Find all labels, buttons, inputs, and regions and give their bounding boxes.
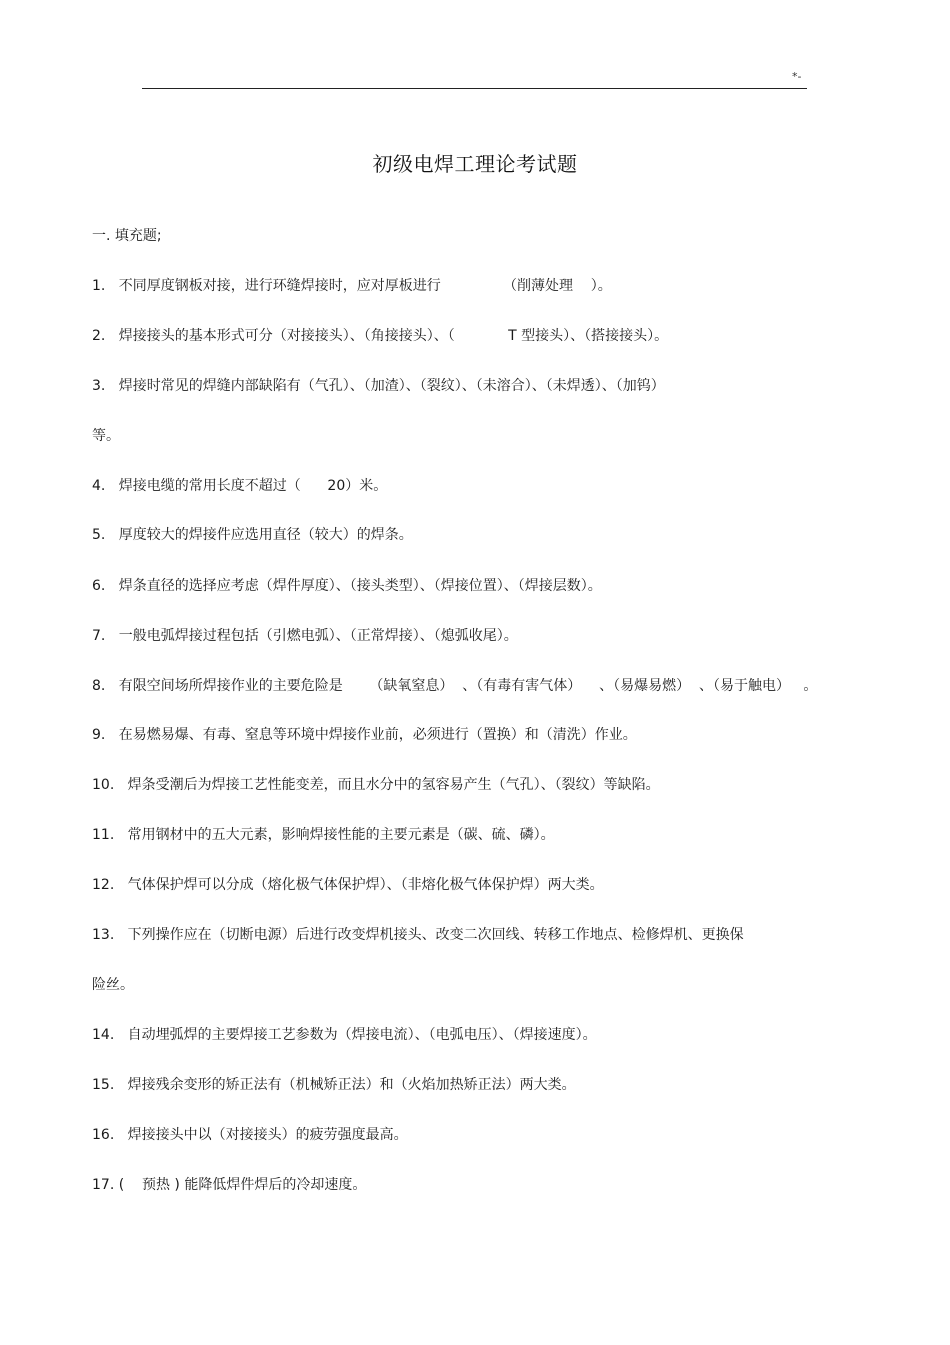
question-11: 11. 常用钢材中的五大元素，影响焊接性能的主要元素是（碳、硫、磷）。: [92, 827, 555, 843]
question-16: 16. 焊接接头中以（对接接头）的疲劳强度最高。: [92, 1127, 408, 1143]
header-mark: *-: [792, 70, 802, 83]
question-3: 3. 焊接时常见的焊缝内部缺陷有（气孔）、（加渣）、（裂纹）、（未溶合）、（未焊透）、（加钨）: [92, 378, 665, 394]
question-17: 17. ( 预热 ) 能降低焊件焊后的冷却速度。: [92, 1177, 367, 1193]
question-13-continued: 险丝。: [92, 977, 134, 993]
question-15: 15. 焊接残余变形的矫正法有（机械矫正法）和（火焰加热矫正法）两大类。: [92, 1077, 576, 1093]
question-8: 8. 有限空间场所焊接作业的主要危险是 （缺氧窒息） 、（有毒有害气体） 、（易爆易燃） 、（易于触电） 。: [92, 678, 818, 694]
question-13: 13. 下列操作应在（切断电源）后进行改变焊机接头、改变二次回线、转移工作地点、检修焊机、更换保: [92, 927, 744, 943]
question-12: 12. 气体保护焊可以分成（熔化极气体保护焊）、（非熔化极气体保护焊）两大类。: [92, 877, 604, 893]
question-7: 7. 一般电弧焊接过程包括（引燃电弧）、（正常焊接）、（熄弧收尾）。: [92, 628, 518, 644]
page-title: 初级电焊工理论考试题: [372, 152, 578, 176]
section-heading: 一. 填充题;: [92, 228, 162, 244]
question-6: 6. 焊条直径的选择应考虑（焊件厚度）、（接头类型）、（焊接位置）、（焊接层数）。: [92, 578, 602, 594]
question-2: 2. 焊接接头的基本形式可分（对接接头）、（角接接头）、（ T 型接头）、（搭接接头）。: [92, 328, 669, 344]
question-5: 5. 厚度较大的焊接件应选用直径（较大）的焊条。: [92, 527, 413, 543]
question-10: 10. 焊条受潮后为焊接工艺性能变差，而且水分中的氢容易产生（气孔）、（裂纹）等缺陷。: [92, 777, 660, 793]
question-4: 4. 焊接电缆的常用长度不超过（ 20）米。: [92, 478, 388, 494]
question-14: 14. 自动埋弧焊的主要焊接工艺参数为（焊接电流）、（电弧电压）、（焊接速度）。: [92, 1027, 597, 1043]
question-9: 9. 在易燃易爆、有毒、窒息等环境中焊接作业前，必须进行（置换）和（清洗）作业。: [92, 727, 637, 743]
question-3-continued: 等。: [92, 428, 120, 444]
header-rule: [142, 88, 807, 89]
question-1: 1. 不同厚度钢板对接，进行环缝焊接时，应对厚板进行 （削薄处理 ）。: [92, 278, 612, 294]
